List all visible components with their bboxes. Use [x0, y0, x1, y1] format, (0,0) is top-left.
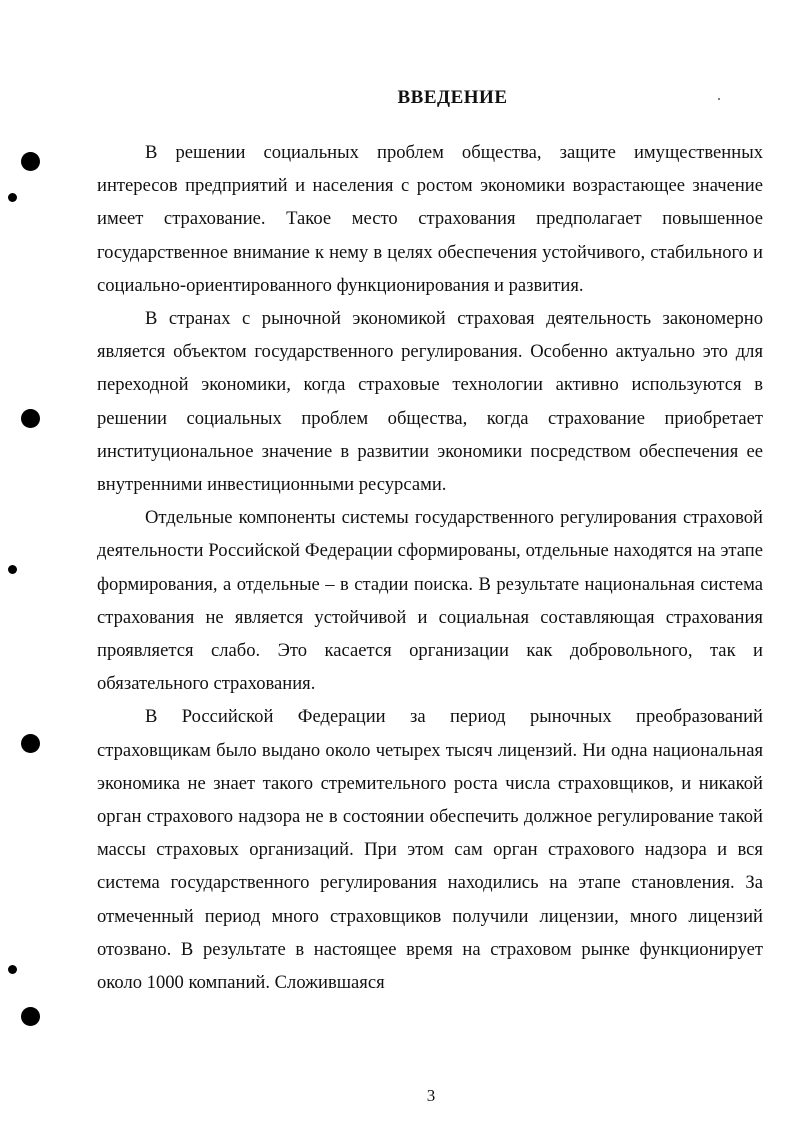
punch-hole-4	[8, 565, 17, 574]
paragraph-2: В странах с рыночной экономикой страховая деятельность закономерно является объектом государственного регулирования. Особенно актуально это для переходной экономики, когда страховые технологии активно используются в решении социальных проблем общества, когда страхование приобретает институциональное значение в развитии экономики посредством обеспечения ее внутренними инвестиционными ресурсами.	[97, 308, 763, 496]
punch-hole-7	[21, 1007, 40, 1026]
punch-hole-6	[8, 965, 17, 974]
punch-hole-1	[21, 152, 40, 171]
body-text	[97, 136, 763, 999]
punch-hole-2	[8, 193, 17, 202]
page-number: 3	[426, 1086, 436, 1105]
punch-hole-3	[21, 409, 40, 428]
paragraph-1: В решении социальных проблем общества, защите имущественных интересов предприятий и населения с ростом экономики возрастающее значение имеет страхование. Такое место страхования предполагает повышенное государственное внимание к нему в целях обеспечения устойчивого, стабильного и социально-ориентированного функционирования и развития.	[97, 142, 763, 296]
paragraph-4: В Российской Федерации за период рыночных преобразований страховщикам было выдано около четырех тысяч лицензий. Ни одна национальная экономика не знает такого стремительного роста числа страховщиков, и никакой орган страхового надзора не в состоянии обеспечить должное регулирование такой массы страховых организаций. При этом сам орган страхового надзора и вся система государственного регулирования находились на этапе становления. За отмеченный период много страховщиков получили лицензии, много лицензий отозвано. В результате в настоящее время на страховом рынке функционирует около 1000 компаний. Сложившаяся	[97, 706, 763, 994]
punch-hole-5	[21, 734, 40, 753]
page-title: ВВЕДЕНИЕ	[397, 86, 508, 108]
paragraph-3: Отдельные компоненты системы государственного регулирования страховой деятельности Российской Федерации сформированы, отдельные находятся на этапе формирования, а отдельные – в стадии поиска. В результате национальная система страхования не является устойчивой и социальная составляющая страхования проявляется слабо. Это касается организации как добровольного, так и обязательного страхования.	[97, 507, 763, 695]
